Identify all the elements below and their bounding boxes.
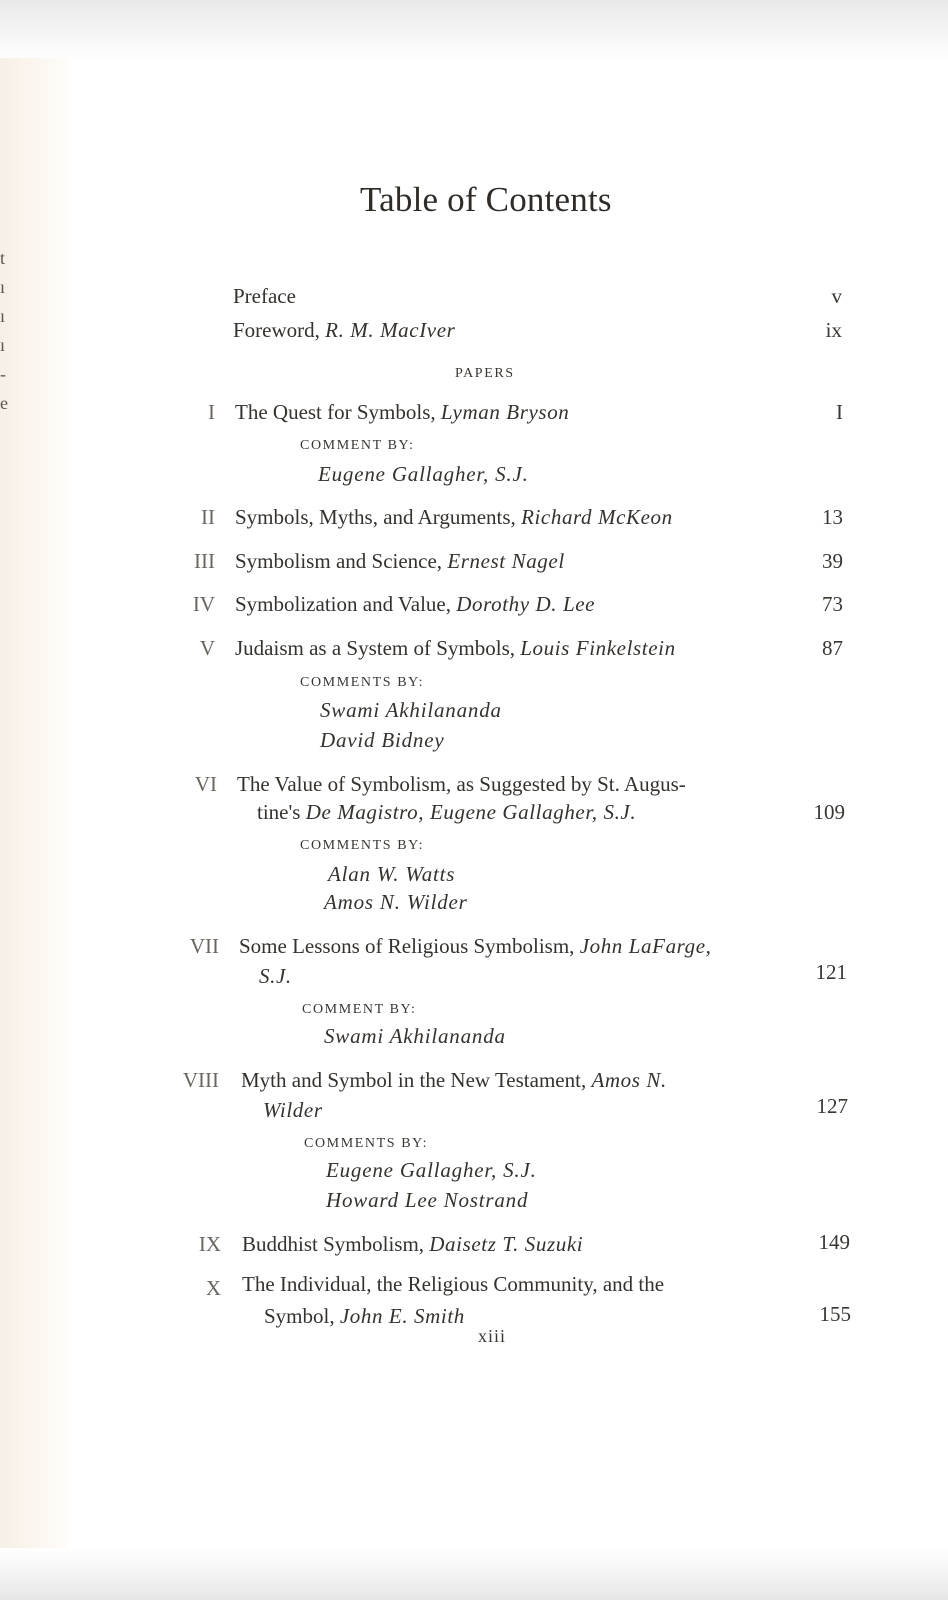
entry-title: The Value of Symbolism, as Suggested by St. Augus- [237, 772, 686, 796]
commenter-name: David Bidney [320, 728, 445, 752]
page-number: 149 [818, 1230, 850, 1254]
page-number: ix [825, 318, 842, 342]
toc-entry-continuation [257, 800, 636, 825]
entry-title: Symbols, Myths, and Arguments, [235, 505, 522, 529]
toc-entry [241, 1068, 667, 1093]
toc-entry [239, 934, 712, 959]
chapter-numeral: III [194, 549, 215, 573]
entry-title: The Individual, the Religious Community, and the [242, 1272, 665, 1296]
comment-label: COMMENTS BY: [300, 838, 425, 853]
edge-letter: ı [0, 306, 6, 326]
entry-author: Lyman Bryson [440, 400, 570, 424]
toc-entry [235, 549, 565, 574]
page-number: 121 [815, 960, 847, 984]
entry-author: Ernest Nagel [447, 549, 565, 573]
entry-title: Myth and Symbol in the New Testament, [241, 1068, 592, 1092]
commenter-name: Howard Lee Nostrand [326, 1188, 529, 1212]
entry-author: Dorothy D. Lee [456, 592, 596, 616]
chapter-numeral: IX [198, 1232, 221, 1256]
chapter-numeral: X [205, 1276, 221, 1300]
entry-title: Judaism as a System of Symbols, [235, 636, 521, 660]
toc-entry-foreword [233, 318, 455, 343]
entry-author: John LaFarge, [579, 934, 712, 958]
page-number: 73 [822, 592, 843, 616]
page-number: 39 [822, 549, 843, 573]
entry-author: De Magistro, Eugene Gallagher, S.J. [305, 800, 637, 824]
entry-title: tine's [257, 800, 306, 824]
page-number: 13 [822, 505, 843, 529]
commenter-name: Amos N. Wilder [324, 890, 468, 914]
chapter-numeral: I [208, 400, 215, 424]
entry-title: Some Lessons of Religious Symbolism, [239, 934, 580, 958]
entry-author: R. M. MacIver [325, 318, 456, 342]
edge-letter: ı [0, 277, 6, 297]
page-number: I [836, 400, 843, 424]
comment-label: COMMENT BY: [302, 1002, 417, 1017]
entry-title: Buddhist Symbolism, [242, 1232, 430, 1256]
toc-entry [235, 636, 676, 661]
entry-title: The Quest for Symbols, [235, 400, 441, 424]
entry-title: Foreword, [233, 318, 326, 342]
toc-entry [235, 505, 673, 530]
edge-letter: e [0, 393, 8, 413]
entry-author: John E. Smith [339, 1304, 465, 1328]
edge-letter: ı [0, 335, 6, 355]
edge-letter: t [0, 248, 6, 268]
entry-title: Symbolism and Science, [235, 549, 448, 573]
page-number: 155 [819, 1302, 851, 1326]
entry-author: Louis Finkelstein [520, 636, 676, 660]
entry-author: Wilder [263, 1098, 323, 1122]
toc-entry-continuation [264, 1304, 465, 1329]
toc-entry [242, 1272, 664, 1297]
commenter-name: Alan W. Watts [328, 862, 456, 886]
section-heading: PAPERS [455, 366, 515, 381]
chapter-numeral: II [201, 505, 215, 529]
entry-author: Daisetz T. Suzuki [429, 1232, 584, 1256]
edge-letter: - [0, 364, 6, 384]
commenter-name: Eugene Gallagher, S.J. [326, 1158, 537, 1182]
page-folio: xiii [478, 1326, 507, 1346]
page-number: 87 [822, 636, 843, 660]
comment-label: COMMENTS BY: [300, 675, 425, 690]
page-title: Table of Contents [360, 180, 612, 219]
entry-author: Amos N. [591, 1068, 667, 1092]
toc-entry [237, 772, 686, 797]
chapter-numeral: VII [189, 934, 219, 958]
entry-author: Richard McKeon [521, 505, 673, 529]
chapter-numeral: V [199, 636, 215, 660]
comment-label: COMMENT BY: [300, 438, 415, 453]
chapter-numeral: VIII [182, 1068, 219, 1092]
page-number: 127 [816, 1094, 848, 1118]
commenter-name: Swami Akhilananda [324, 1024, 506, 1048]
entry-title: Preface [233, 284, 296, 308]
commenter-name: Eugene Gallagher, S.J. [318, 462, 529, 486]
toc-entry [235, 400, 569, 425]
chapter-numeral: IV [192, 592, 215, 616]
entry-title: Symbol, [264, 1304, 340, 1328]
commenter-name: Swami Akhilananda [320, 698, 502, 722]
comment-label: COMMENTS BY: [304, 1136, 429, 1151]
entry-title: Symbolization and Value, [235, 592, 457, 616]
chapter-numeral: VI [194, 772, 217, 796]
toc-entry-continuation [259, 964, 292, 989]
toc-entry [242, 1232, 583, 1257]
toc-entry [235, 592, 595, 617]
toc-entry-continuation [263, 1098, 323, 1123]
page-number: 109 [813, 800, 845, 824]
entry-author: S.J. [259, 964, 292, 988]
toc-entry-preface [233, 284, 296, 309]
page-number: v [831, 284, 842, 308]
